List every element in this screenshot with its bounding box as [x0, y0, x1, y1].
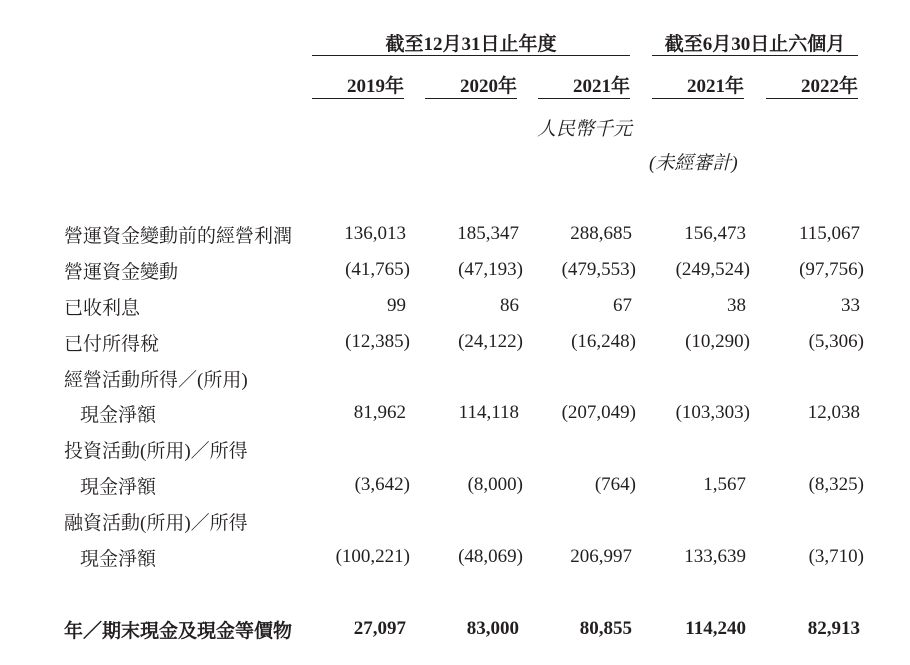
cell: (12,385) [345, 331, 410, 352]
cell: 99 [387, 295, 406, 316]
cell: (5,306) [808, 331, 864, 352]
cell: (8,325) [808, 474, 864, 495]
cell: 12,038 [807, 402, 860, 423]
year-underline-4 [652, 98, 744, 99]
year-header-5: 2022年 [800, 76, 858, 97]
row-label-net-cash-operating: 現金淨額 [80, 405, 157, 426]
cell: 81,962 [353, 402, 406, 423]
year-underline-1 [312, 98, 404, 99]
cell: (48,069) [458, 546, 523, 567]
total-cell: 82,913 [807, 618, 860, 639]
cell: 156,473 [684, 223, 746, 244]
year-header-4: 2021年 [686, 76, 744, 97]
group-header-half: 截至6月30日止六個月 [664, 34, 846, 55]
cell: 185,347 [457, 223, 519, 244]
cell: 115,067 [798, 223, 860, 244]
year-header-2: 2020年 [459, 76, 517, 97]
group-header-year: 截至12月31日止年度 [385, 34, 557, 55]
total-cell: 114,240 [685, 618, 746, 639]
cell: (24,122) [458, 331, 523, 352]
row-label-net-cash-financing: 現金淨額 [80, 549, 157, 570]
cell: (10,290) [685, 331, 750, 352]
row-label-operating-activities: 經營活動所得／(所用) [64, 370, 248, 391]
cell: (479,553) [561, 259, 636, 280]
row-label-closing-cash: 年／期末現金及現金等價物 [64, 621, 293, 642]
cell: 114,118 [458, 402, 519, 423]
group-underline-half [652, 55, 858, 56]
total-cell: 80,855 [579, 618, 632, 639]
year-underline-5 [766, 98, 858, 99]
year-header-3: 2021年 [572, 76, 630, 97]
cell: 1,567 [703, 474, 746, 495]
cell: (8,000) [467, 474, 523, 495]
cell: 67 [613, 295, 632, 316]
cell: 133,639 [684, 546, 746, 567]
row-label-investing-activities: 投資活動(所用)／所得 [64, 441, 248, 462]
row-label-interest-received: 已收利息 [64, 298, 141, 319]
cell: (100,221) [335, 546, 410, 567]
cell: (103,303) [675, 402, 750, 423]
row-label-operating-profit: 營運資金變動前的經營利潤 [64, 226, 293, 247]
unit-label: 人民幣千元 [537, 119, 633, 140]
cell: (3,642) [354, 474, 410, 495]
cell: (207,049) [561, 402, 636, 423]
cell: 136,013 [344, 223, 406, 244]
group-underline-year [312, 55, 630, 56]
row-label-working-capital: 營運資金變動 [64, 262, 179, 283]
unaudited-label: (未經審計) [649, 153, 738, 174]
row-label-net-cash-investing: 現金淨額 [80, 477, 157, 498]
row-label-income-tax-paid: 已付所得稅 [64, 334, 160, 355]
total-cell: 83,000 [466, 618, 519, 639]
cell: 33 [841, 295, 860, 316]
year-underline-3 [538, 98, 630, 99]
cell: 288,685 [570, 223, 632, 244]
cell: (97,756) [799, 259, 864, 280]
cell: (249,524) [675, 259, 750, 280]
cell: 38 [727, 295, 746, 316]
cell: (764) [594, 474, 636, 495]
total-cell: 27,097 [353, 618, 406, 639]
row-label-financing-activities: 融資活動(所用)／所得 [64, 513, 248, 534]
cell: (16,248) [571, 331, 636, 352]
cell: 206,997 [570, 546, 632, 567]
cell: (41,765) [345, 259, 410, 280]
cell: (3,710) [808, 546, 864, 567]
year-underline-2 [425, 98, 517, 99]
cell: 86 [500, 295, 519, 316]
year-header-1: 2019年 [346, 76, 404, 97]
cell: (47,193) [458, 259, 523, 280]
